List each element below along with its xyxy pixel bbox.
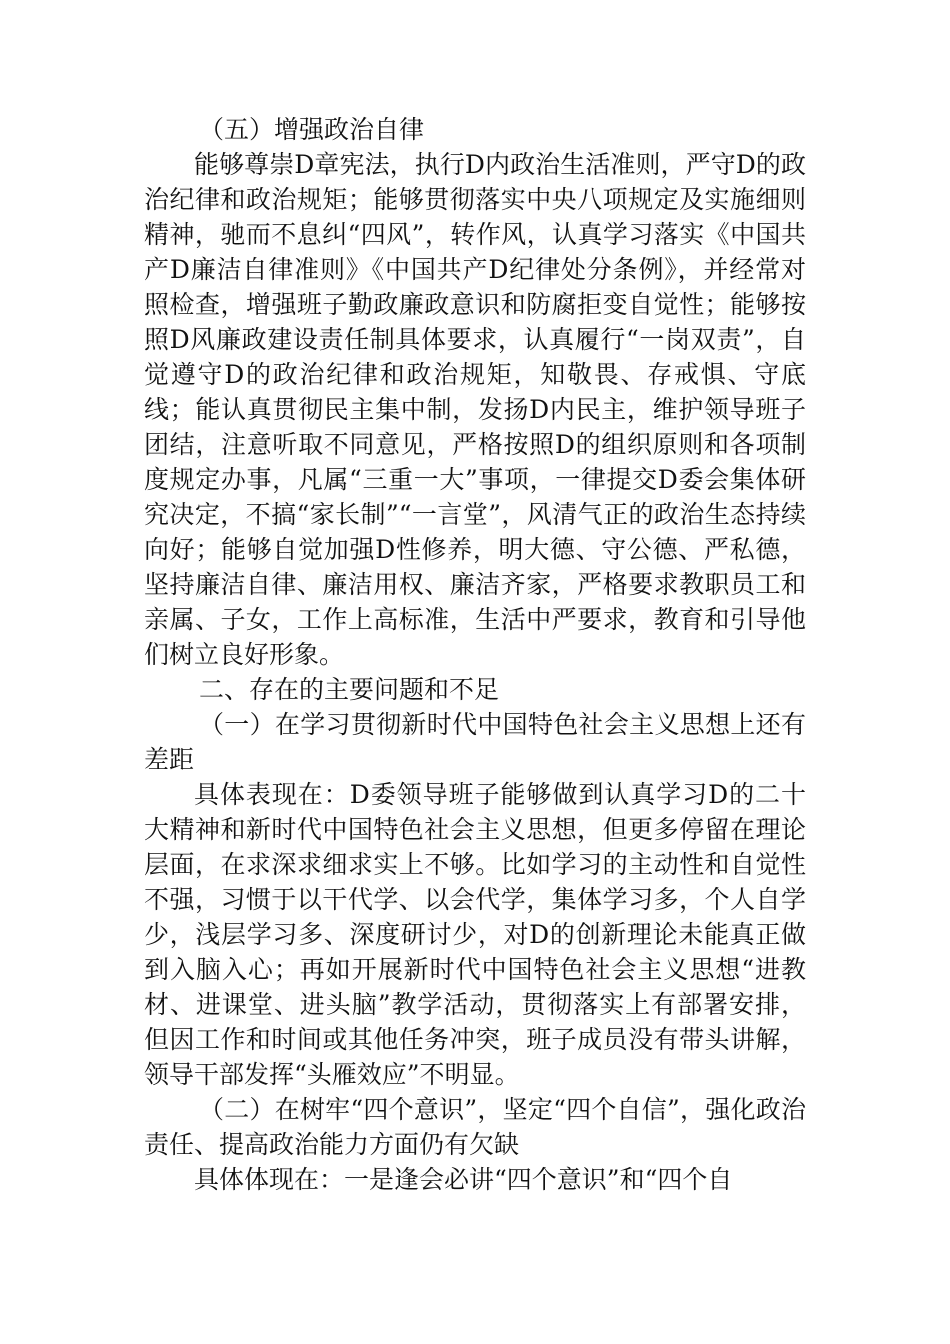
subsection-heading-5: （五）增强政治自律 bbox=[199, 115, 425, 144]
subsection-heading-1: （一）在学习贯彻新时代中国特色社会主义思想上还有差距 bbox=[144, 710, 806, 774]
paragraph-four-consciousness: 具体体现在：一是逢会必讲“四个意识”和“四个自 bbox=[194, 1165, 733, 1194]
section-heading-problems: 二、存在的主要问题和不足 bbox=[199, 675, 500, 704]
paragraph-political-discipline: 能够尊崇D章宪法，执行D内政治生活准则，严守D的政治纪律和政治规矩；能够贯彻落实中央八项规定及实施细则精神，驰而不息纠“四风”，转作风，认真学习落实《中国共产D廉洁自律准则》《中国共产D纪律处分条例》，并经常对照检查，增强班子勤政廉政意识和防腐拒变自觉性；能够按照D风廉政建设责任制具体要求，认真履行“一岗双责”，自觉遵守D的政治纪律和政治规矩，知敬畏、存戒惧、守底线；能认真贯彻民主集中制，发扬D内民主，维护领导班子团结，注意听取不同意见，严格按照D的组织原则和各项制度规定办事，凡属“三重一大”事项，一律提交D委会集体研究决定，不搞“家长制”“一言堂”，风清气正的政治生态持续向好；能够自觉加强D性修养，明大德、守公德、严私德，坚持廉洁自律、廉洁用权、廉洁齐家，严格要求教职员工和亲属、子女，工作上高标准，生活中严要求，教育和引导他们树立良好形象。 bbox=[144, 150, 806, 669]
subsection-heading-2: （二）在树牢“四个意识”，坚定“四个自信”，强化政治责任、提高政治能力方面仍有欠缺 bbox=[144, 1095, 806, 1159]
document-body bbox=[144, 112, 806, 1197]
paragraph-study-gap: 具体表现在：D委领导班子能够做到认真学习D的二十大精神和新时代中国特色社会主义思想，但更多停留在理论层面，在求深求细求实上不够。比如学习的主动性和自觉性不强，习惯于以干代学、以会代学，集体学习多，个人自学少，浅层学习多、深度研讨少，对D的创新理论未能真正做到入脑入心；再如开展新时代中国特色社会主义思想“进教材、进课堂、进头脑”教学活动，贯彻落实上有部署安排，但因工作和时间或其他任务冲突，班子成员没有带头讲解，领导干部发挥“头雁效应”不明显。 bbox=[144, 780, 806, 1089]
